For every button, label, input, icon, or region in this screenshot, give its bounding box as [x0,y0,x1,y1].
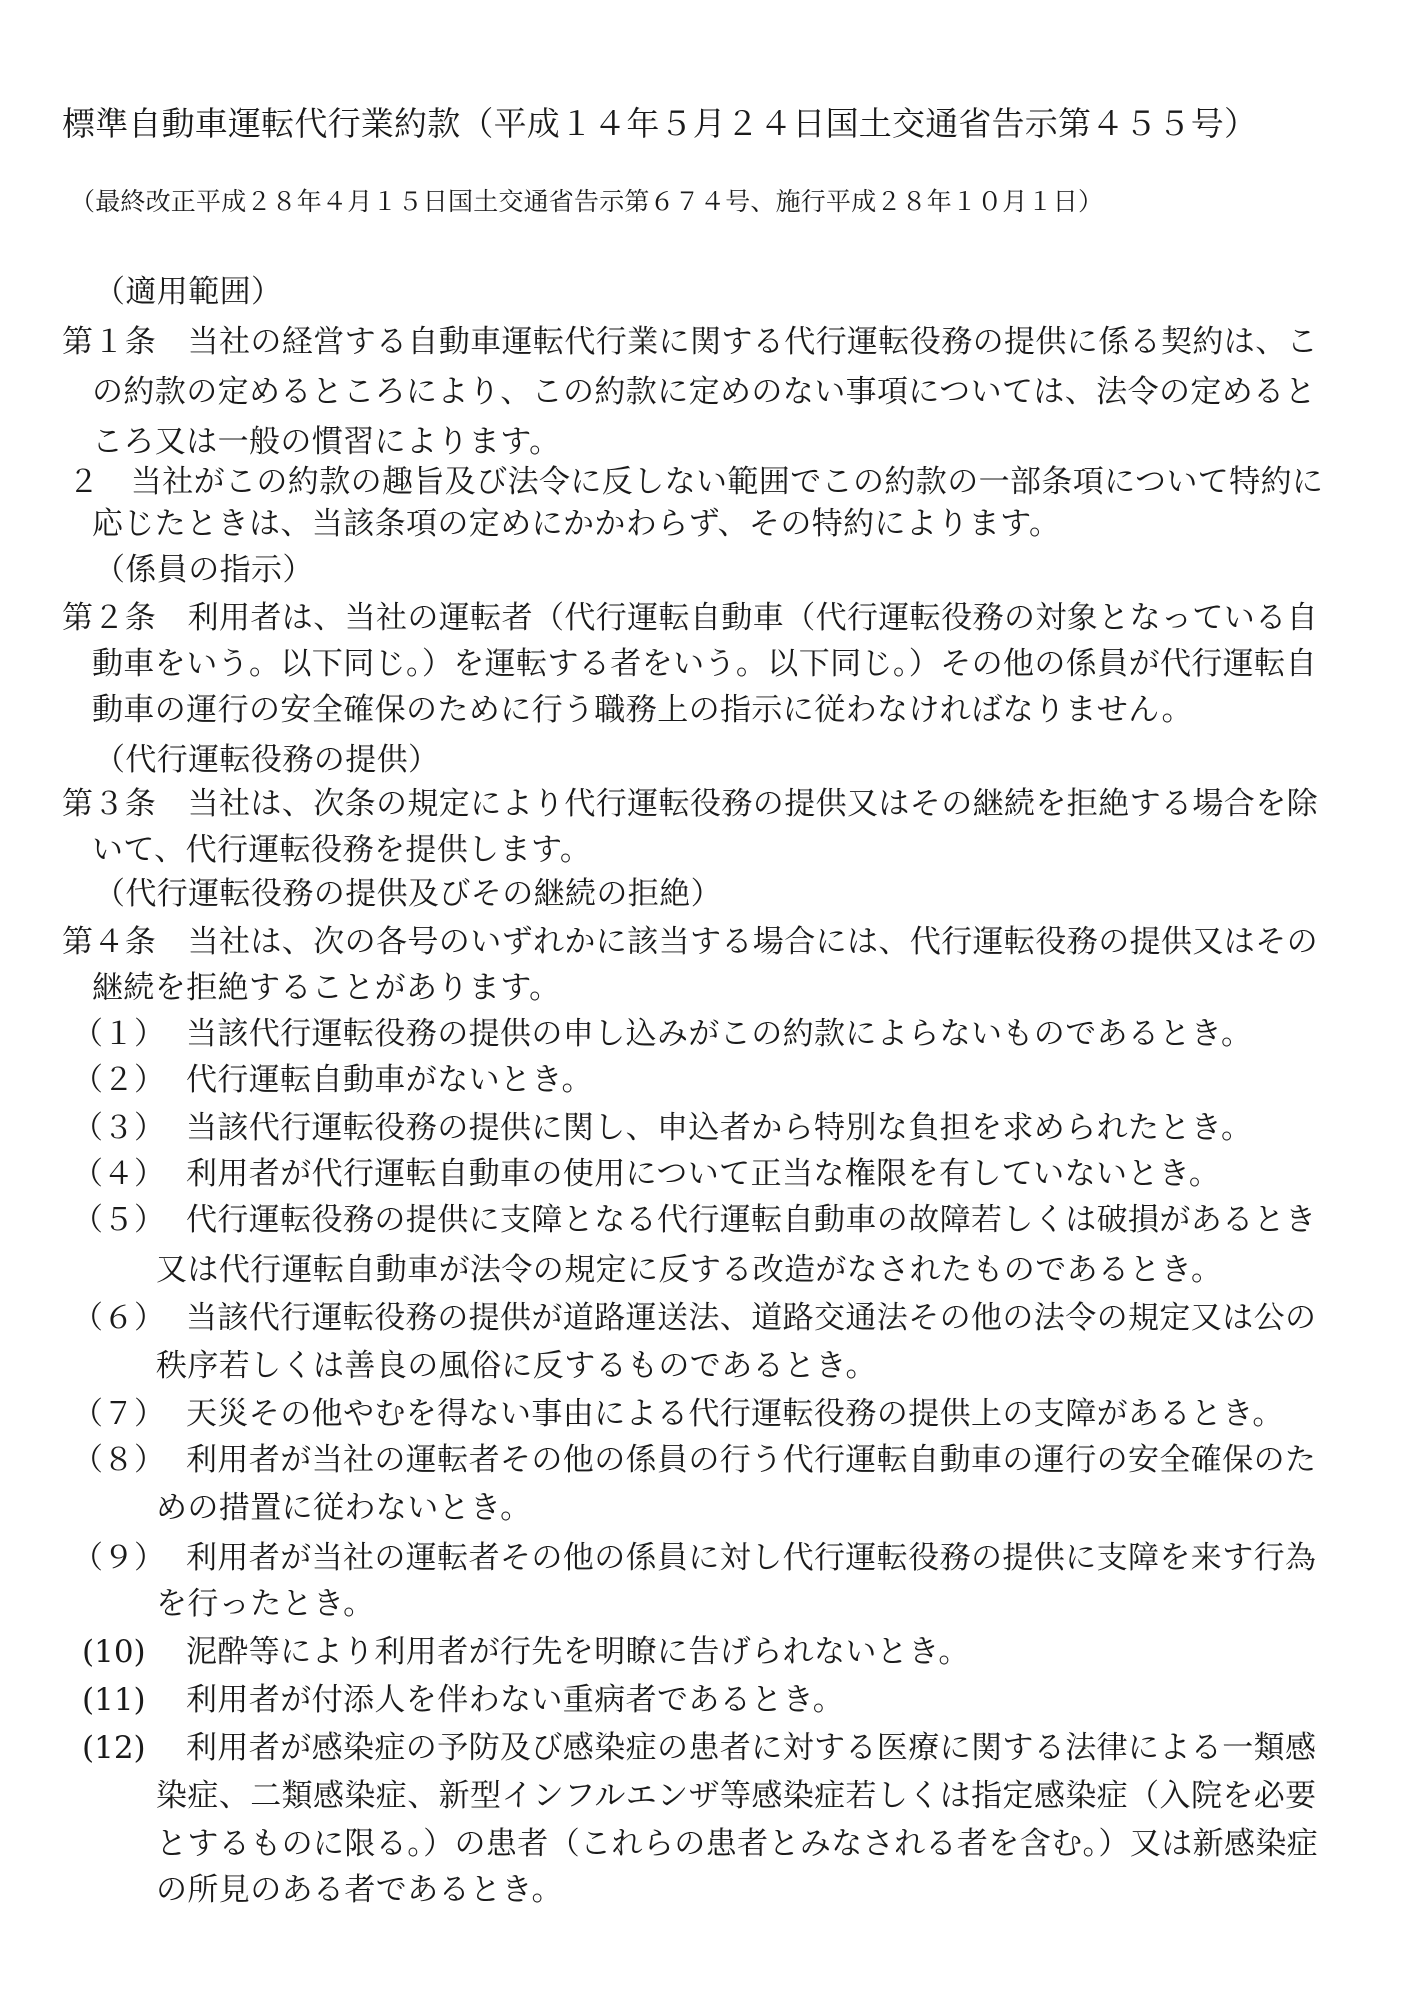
list-item-text: 当該代行運転役務の提供に関し、申込者から特別な負担を求められたとき。 [186,1110,1253,1146]
list-item-number: （１） [72,1016,165,1052]
article-line: 第３条 当社は、次条の規定により代行運転役務の提供又はその継続を拒絶する場合を除 [62,786,1318,822]
list-item-text: 利用者が代行運転自動車の使用について正当な権限を有していないとき。 [186,1156,1221,1192]
article-line: 動車の運行の安全確保のために行う職務上の指示に従わなければなりません。 [92,692,1193,728]
list-item-text: とするものに限る。）の患者（これらの患者とみなされる者を含む。）又は新感染症 [156,1826,1319,1862]
list-item-text: 利用者が当社の運転者その他の係員に対し代行運転役務の提供に支障を来す行為 [186,1540,1317,1576]
list-item-number: （４） [72,1156,165,1192]
article-line: ２ 当社がこの約款の趣旨及び法令に反しない範囲でこの約款の一部条項について特約に [68,464,1324,500]
article-line: の約款の定めるところにより、この約款に定めのない事項については、法令の定めると [92,374,1316,410]
list-item-text: 利用者が当社の運転者その他の係員の行う代行運転自動車の運行の安全確保のた [186,1442,1317,1478]
list-item-number: （９） [72,1540,165,1576]
list-item-number: （５） [72,1202,165,1238]
list-item-number: （８） [72,1442,165,1478]
article-line: 第１条 当社の経営する自動車運転代行業に関する代行運転役務の提供に係る契約は、こ [62,324,1318,360]
list-item-number: （２） [72,1062,165,1098]
list-item-number: (12) [82,1730,146,1766]
list-item-text: 代行運転役務の提供に支障となる代行運転自動車の故障若しくは破損があるとき [186,1202,1317,1238]
list-item-text: を行ったとき。 [156,1586,375,1622]
article-line: ころ又は一般の慣習によります。 [92,424,561,460]
list-item-text: 利用者が付添人を伴わない重病者であるとき。 [186,1682,845,1718]
article-line: 継続を拒絶することがあります。 [92,970,561,1006]
section-heading: （代行運転役務の提供及びその継続の拒絶） [94,876,722,912]
list-item-text: 秩序若しくは善良の風俗に反するものであるとき。 [156,1348,877,1384]
document-title: 標準自動車運転代行業約款（平成１４年５月２４日国土交通省告示第４５５号） [62,104,1258,143]
section-heading: （適用範囲） [94,274,283,310]
article-line: 応じたときは、当該条項の定めにかかわらず、その特約によります。 [92,506,1061,542]
document-subtitle: （最終改正平成２８年４月１５日国土交通省告示第６７４号、施行平成２８年１０月１日） [70,187,1104,216]
article-line: 第２条 利用者は、当社の運転者（代行運転自動車（代行運転役務の対象となっている自 [62,600,1318,636]
article-line: 第４条 当社は、次の各号のいずれかに該当する場合には、代行運転役務の提供又はその [62,924,1318,960]
list-item-text: 代行運転自動車がないとき。 [186,1062,593,1098]
list-item-text: 当該代行運転役務の提供が道路運送法、道路交通法その他の法令の規定又は公の [186,1300,1317,1336]
list-item-number: （３） [72,1110,165,1146]
list-item-text: めの措置に従わないとき。 [156,1490,532,1526]
list-item-number: （６） [72,1300,165,1336]
list-item-text: 又は代行運転自動車が法令の規定に反する改造がなされたものであるとき。 [156,1252,1223,1288]
section-heading: （係員の指示） [94,552,314,588]
list-item-number: (10) [82,1634,146,1670]
article-line: いて、代行運転役務を提供します。 [92,832,592,868]
list-item-text: 利用者が感染症の予防及び感染症の患者に対する医療に関する法律による一類感 [186,1730,1317,1766]
section-heading: （代行運転役務の提供） [94,742,440,778]
list-item-number: （７） [72,1396,165,1432]
list-item-text: 天災その他やむを得ない事由による代行運転役務の提供上の支障があるとき。 [186,1396,1284,1432]
list-item-text: の所見のある者であるとき。 [156,1872,563,1908]
list-item-text: 当該代行運転役務の提供の申し込みがこの約款によらないものであるとき。 [186,1016,1253,1052]
list-item-number: (11) [82,1682,146,1718]
article-line: 動車をいう。以下同じ。）を運転する者をいう。以下同じ。）その他の係員が代行運転自 [92,646,1317,682]
list-item-text: 泥酔等により利用者が行先を明瞭に告げられないとき。 [186,1634,970,1670]
list-item-text: 染症、二類感染症、新型インフルエンザ等感染症若しくは指定感染症（入院を必要 [156,1778,1317,1814]
